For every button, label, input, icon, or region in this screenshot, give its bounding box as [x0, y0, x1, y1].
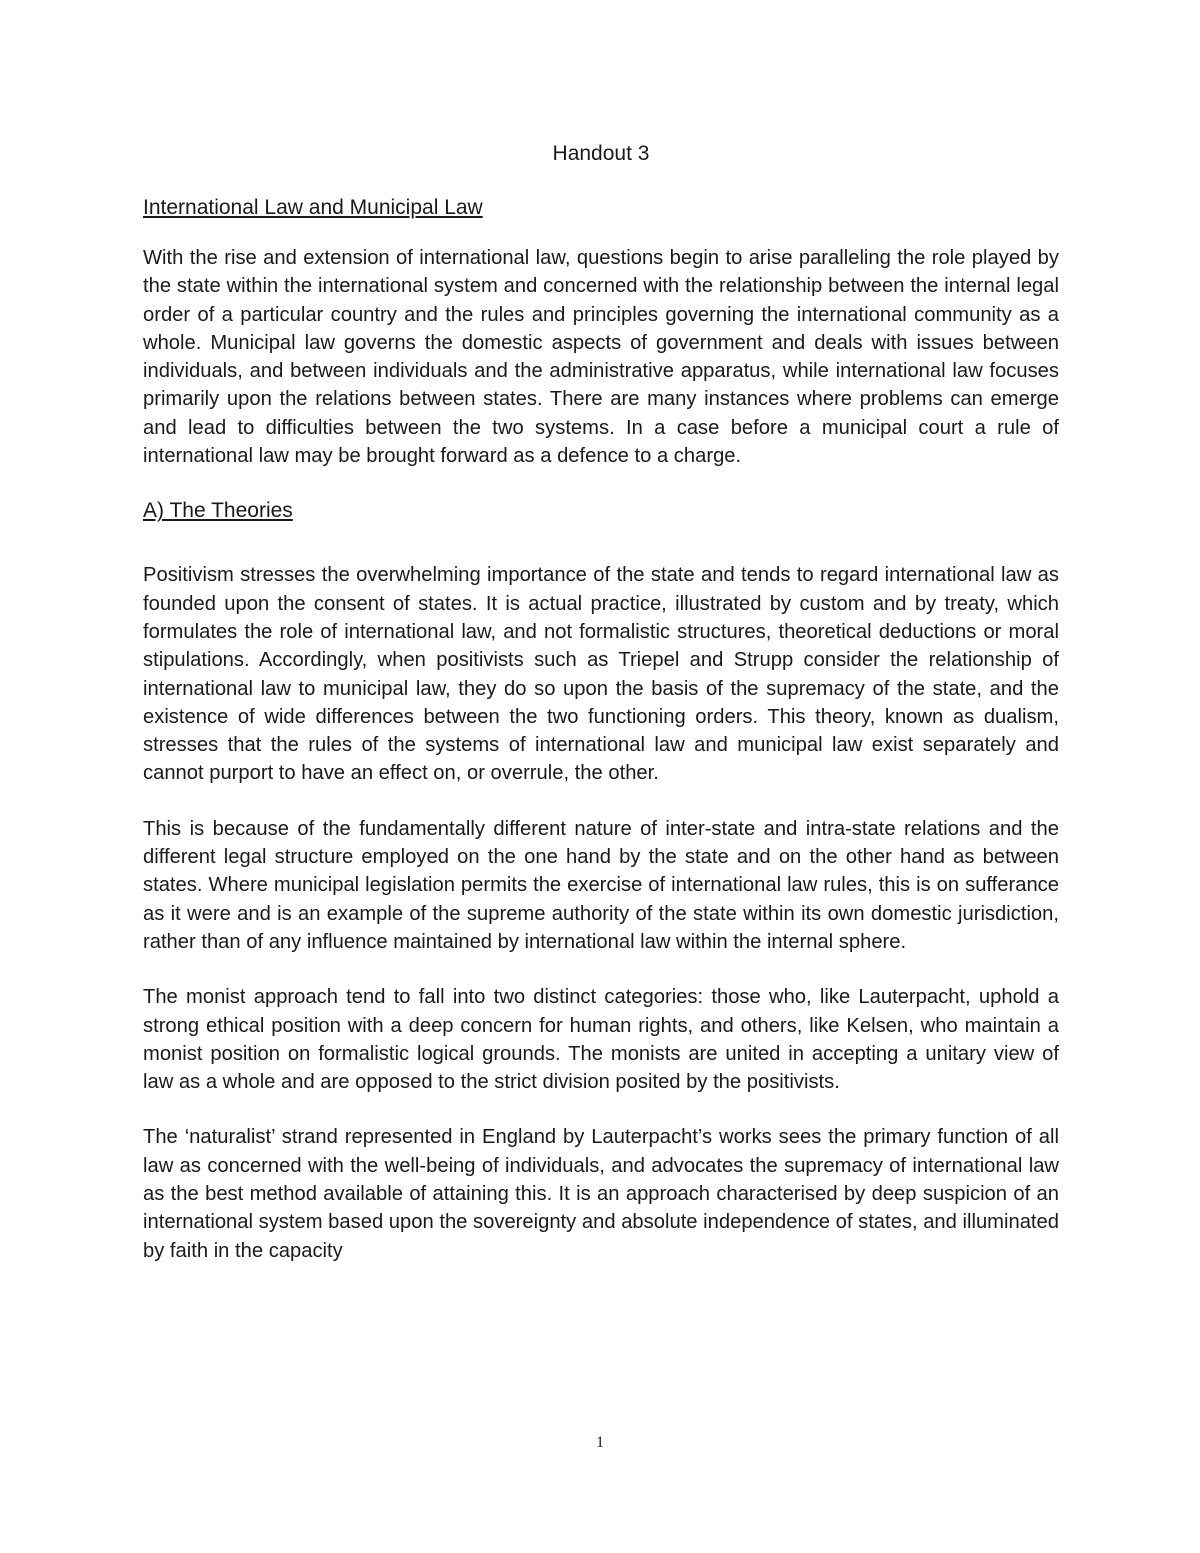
- body-paragraph: The ‘naturalist’ strand represented in England by Lauterpacht’s works sees the primary function of all law as concerned with the well-being of individuals, and advocates the supremacy of international law as the best method available of attaining this. It is an approach characterised by deep suspicion of an international system based upon the sovereignty and absolute independence of states, and illuminated by faith in the capacity: [143, 1126, 1059, 1262]
- body-paragraph: This is because of the fundamentally different nature of inter-state and intra-state relations and the different legal structure employed on the one hand by the state and on the other hand as between states. Where municipal legislation permits the exercise of international law rules, this is on sufferance as it were and is an example of the supreme authority of the state within its own domestic jurisdiction, rather than of any influence maintained by international law within the internal sphere.: [143, 817, 1059, 953]
- page-content: [143, 140, 1059, 1265]
- section-title: International Law and Municipal Law: [143, 196, 483, 219]
- subsection-title: A) The Theories: [143, 499, 293, 523]
- handout-title: Handout 3: [552, 142, 650, 165]
- body-paragraph: The monist approach tend to fall into two distinct categories: those who, like Lauterpacht, uphold a strong ethical position with a deep concern for human rights, and others, like Kelsen, who maintain a monist position on formalistic logical grounds. The monists are united in accepting a unitary view of law as a whole and are opposed to the strict division posited by the positivists.: [143, 986, 1059, 1094]
- intro-paragraph: With the rise and extension of international law, questions begin to arise paralleling the role played by the state within the international system and concerned with the relationship between the internal legal order of a particular country and the rules and principles governing the international community as a whole. Municipal law governs the domestic aspects of government and deals with issues between individuals, and between individuals and the administrative apparatus, while international law focuses primarily upon the relations between states. There are many instances where problems can emerge and lead to difficulties between the two systems. In a case before a municipal court a rule of international law may be brought forward as a defence to a charge.: [143, 247, 1059, 468]
- body-paragraph: Positivism stresses the overwhelming importance of the state and tends to regard international law as founded upon the consent of states. It is actual practice, illustrated by custom and by treaty, which formulates the role of international law, and not formalistic structures, theoretical deductions or moral stipulations. Accordingly, when positivists such as Triepel and Strupp consider the relationship of international law to municipal law, they do so upon the basis of the supremacy of the state, and the existence of wide differences between the two functioning orders. This theory, known as dualism, stresses that the rules of the systems of international law and municipal law exist separately and cannot purport to have an effect on, or overrule, the other.: [143, 564, 1059, 785]
- page-number: 1: [596, 1434, 604, 1451]
